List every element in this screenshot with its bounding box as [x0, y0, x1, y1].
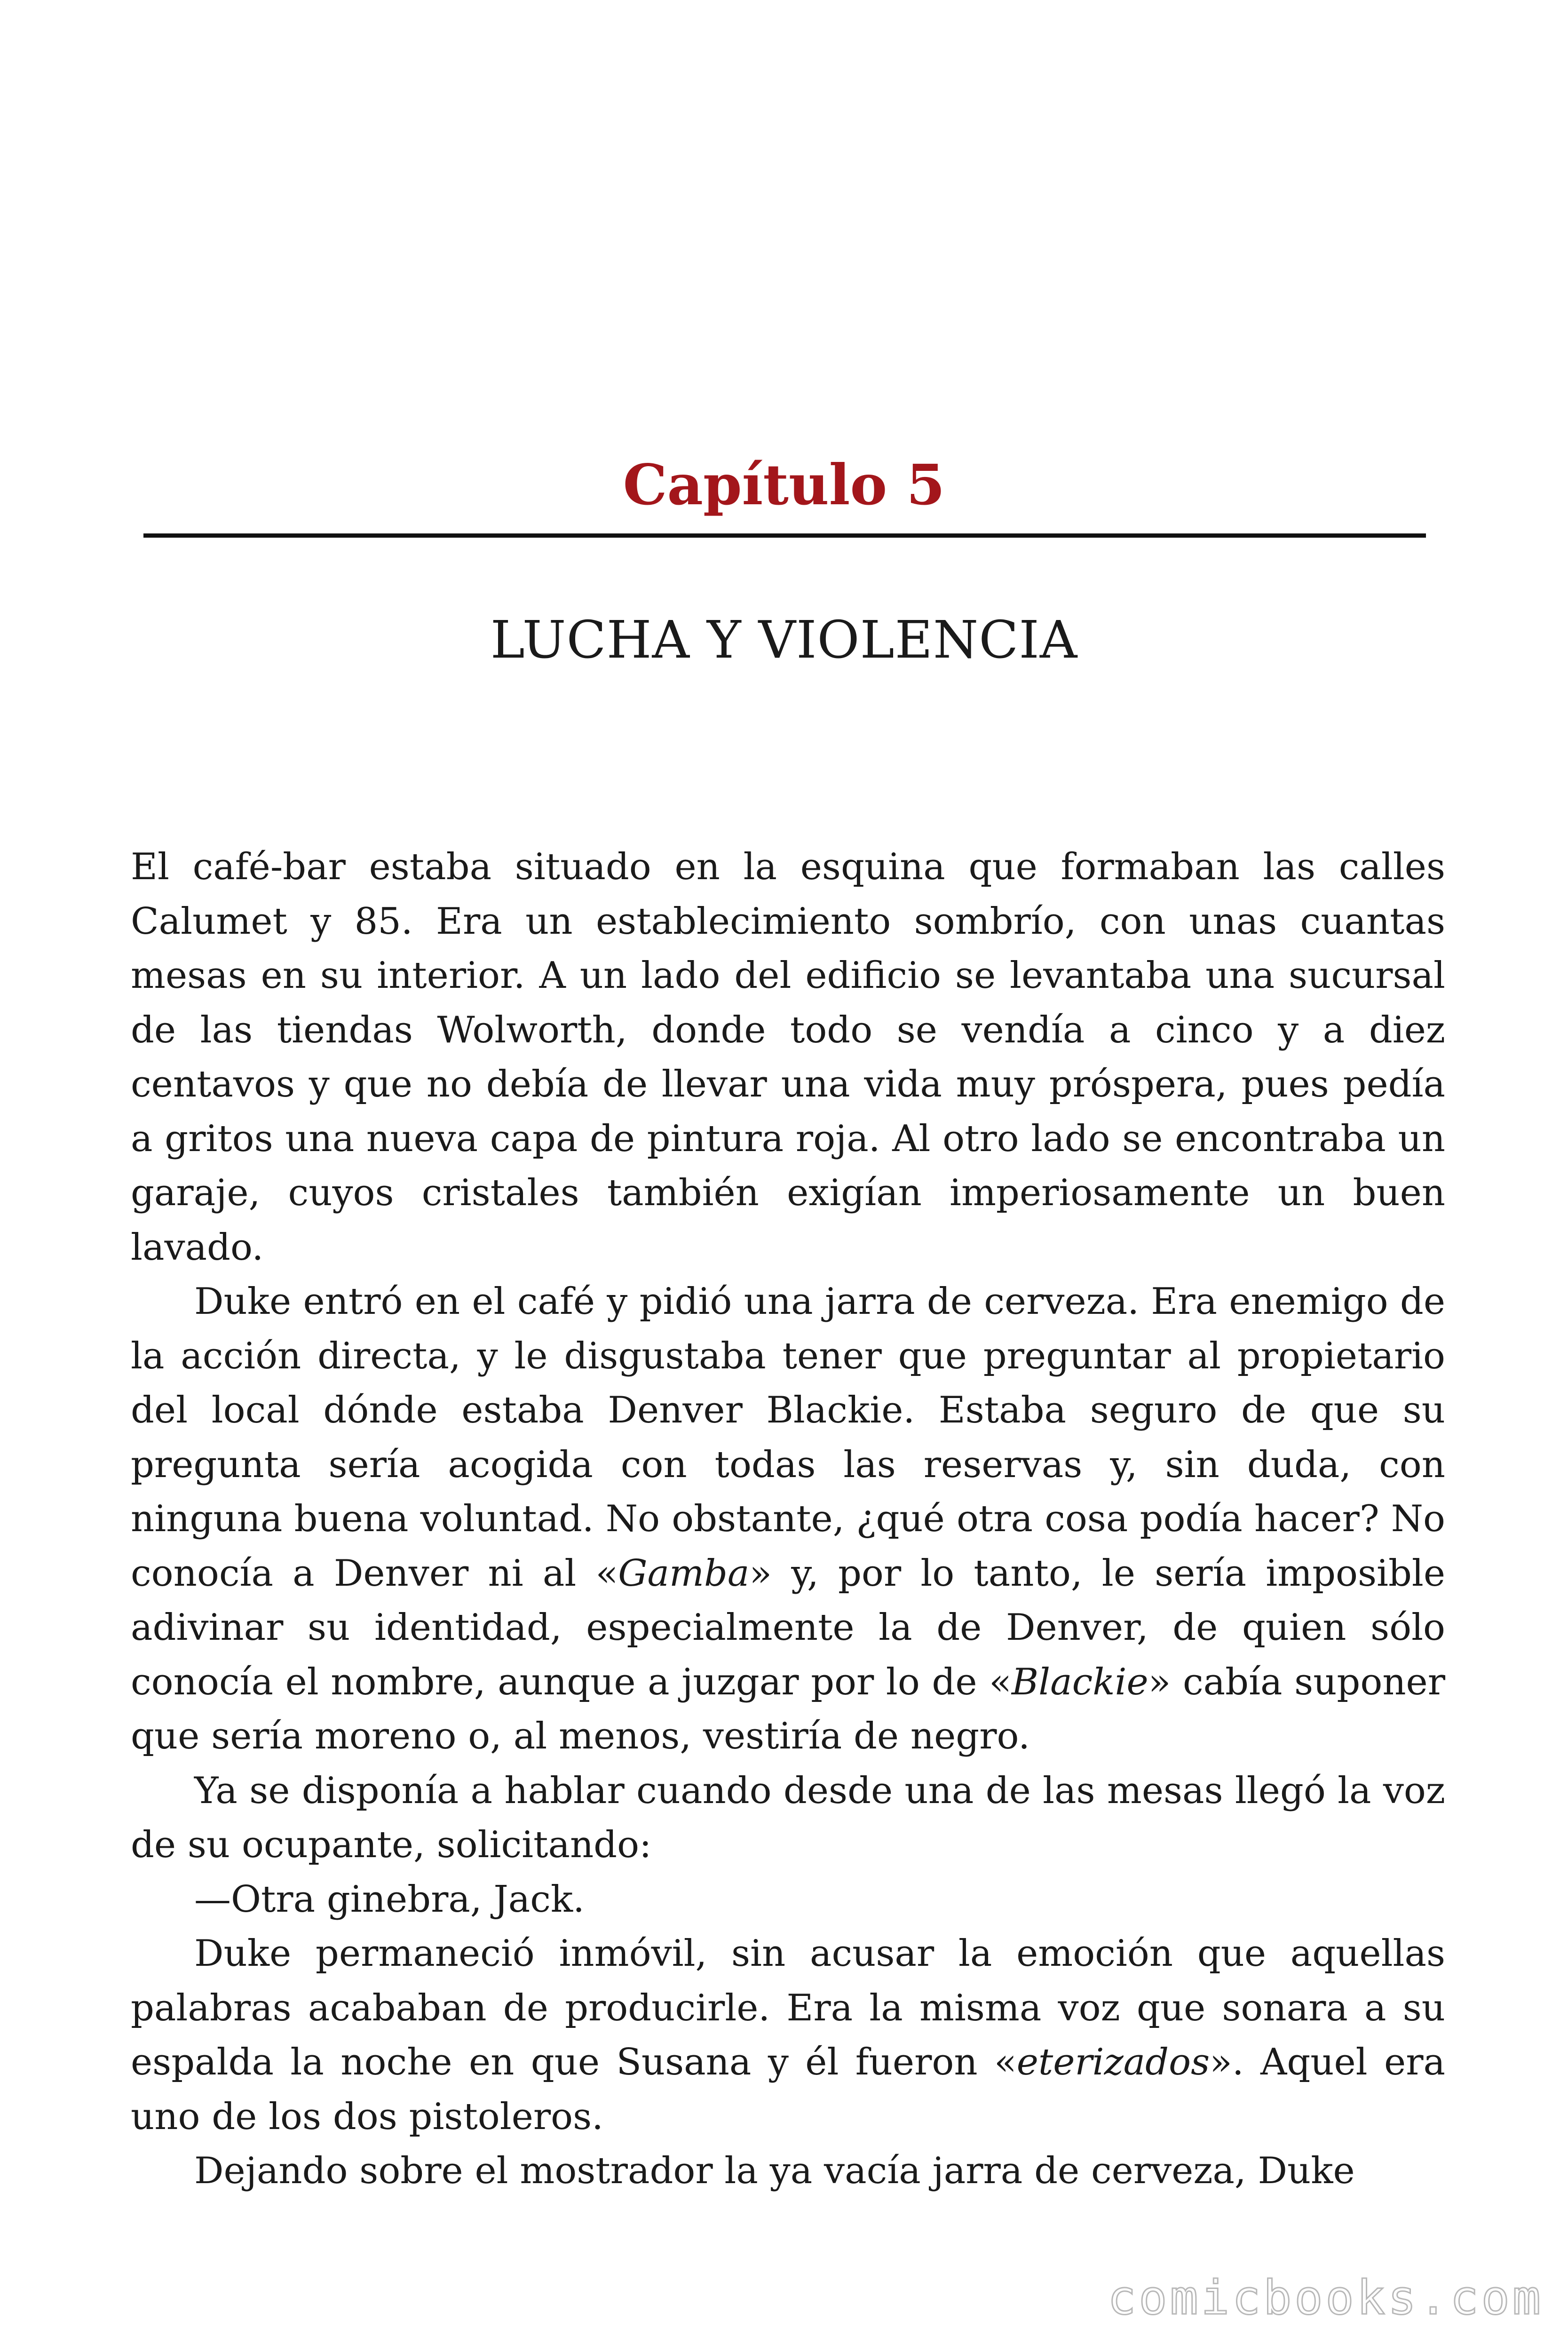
body-paragraph	[131, 1275, 1445, 1764]
chapter-title: Capítulo 5	[623, 452, 945, 517]
text-run: » y, por lo tanto, le sería imposible adivinar su identidad, especialmente la de Denver, de quien sólo conocía el nombre, aunque a juzgar por lo de «	[131, 1552, 1445, 1703]
body-paragraph	[131, 1927, 1445, 2144]
chapter-title-rule	[143, 533, 1426, 538]
text-run: —Otra ginebra, Jack.	[194, 1878, 585, 1921]
watermark-logo: comicbooks.com	[1108, 2270, 1544, 2325]
text-run: El café-bar estaba situado en la esquina que formaban las calles Calumet y 85. Era un establecimiento sombrío, con unas cuantas mesas en su interior. A un lado del edificio se levantaba una sucursal de las tiendas Wolworth, donde todo se vendía a cinco y a diez centavos y que no debía de llevar una vida muy próspera, pues pedía a gritos una nueva capa de pintura roja. Al otro lado se encontraba un garaje, cuyos cristales también exigían imperiosamente un buen lavado.	[131, 846, 1445, 1269]
text-run: Duke permaneció inmóvil, sin acusar la emoción que aquellas palabras acababan de producirle. Era la misma voz que sonara a su espalda la noche en que Susana y él fueron «	[131, 1932, 1445, 2083]
body-paragraph	[131, 1873, 1445, 1927]
italic-text: eterizados	[1016, 2041, 1210, 2083]
body-paragraph	[131, 1764, 1445, 1873]
text-run: » cabía suponer que sería moreno o, al menos, vestiría de negro.	[131, 1661, 1445, 1757]
text-run: Dejando sobre el mostrador la ya vacía jarra de cerveza, Duke	[194, 2150, 1355, 2192]
text-run: Ya se disponía a hablar cuando desde una de las mesas llegó la voz de su ocupante, solicitando:	[131, 1769, 1445, 1866]
italic-text: Gamba	[618, 1552, 750, 1595]
chapter-body	[131, 840, 1445, 2199]
text-run: ». Aquel era uno de los dos pistoleros.	[131, 2041, 1445, 2138]
chapter-subtitle: LUCHA Y VIOLENCIA	[490, 610, 1078, 670]
italic-text: Blackie	[1011, 1661, 1148, 1703]
body-paragraph	[131, 840, 1445, 1275]
text-run: Duke entró en el café y pidió una jarra de cerveza. Era enemigo de la acción directa, y le disgustaba tener que preguntar al propietario del local dónde estaba Denver Blackie. Estaba seguro de que su pregunta sería acogida con todas las reservas y, sin duda, con ninguna buena voluntad. No obstante, ¿qué otra cosa podía hacer? No conocía a Denver ni al «	[131, 1280, 1445, 1595]
body-paragraph	[131, 2144, 1445, 2199]
